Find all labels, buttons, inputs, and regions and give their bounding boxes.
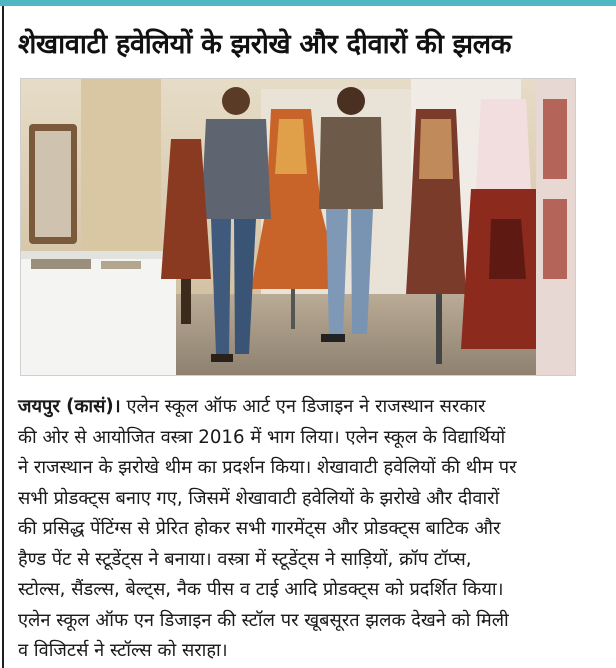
article-line: स्टोल्स, सैंडल्स, बेल्ट्स, नैक पीस व टाई आदि प्रोडक्ट्स को प्रदर्शित किया। xyxy=(18,579,504,600)
article-line: की ओर से आयोजित वस्त्रा 2016 में भाग लिया। एलेन स्कूल के विद्यार्थियों xyxy=(18,426,506,448)
article-line: एलेन स्कूल ऑफ एन डिजाइन की स्टॉल पर खूबसूरत झलक देखने को मिली xyxy=(18,609,509,631)
article-photo xyxy=(20,78,576,376)
top-accent-strip xyxy=(0,0,616,6)
article-line: ने राजस्थान के झरोखे थीम का प्रदर्शन किया। शेखावाटी हवेलियों की थीम पर xyxy=(18,457,517,478)
headline: शेखावाटी हवेलियों के झरोखे और दीवारों की झलक xyxy=(18,29,512,60)
article-line: एलेन स्कूल ऑफ आर्ट एन डिजाइन ने राजस्थान सरकार xyxy=(126,396,486,417)
article-line: की प्रसिद्ध पेंटिंग्स से प्रेरित होकर सभी गारमेंट्स और प्रोडक्ट्स बाटिक और xyxy=(18,518,501,539)
column-rule xyxy=(2,6,4,668)
dateline: जयपुर (कासं)। xyxy=(18,396,121,417)
article-line: हैण्ड पेंट से स्टूडेंट्स ने बनाया। वस्त्रा में स्टूडेंट्स ने साड़ियों, क्रॉप टॉप्स, xyxy=(18,548,472,570)
article-line: सभी प्रोडक्ट्स बनाए गए, जिसमें शेखावाटी हवेलियों के झरोखे और दीवारों xyxy=(18,487,500,509)
exhibition-stall-photo xyxy=(21,79,575,375)
article-line: व विजिटर्स ने स्टॉल्स को सराहा। xyxy=(18,640,228,661)
article-body xyxy=(18,392,588,667)
